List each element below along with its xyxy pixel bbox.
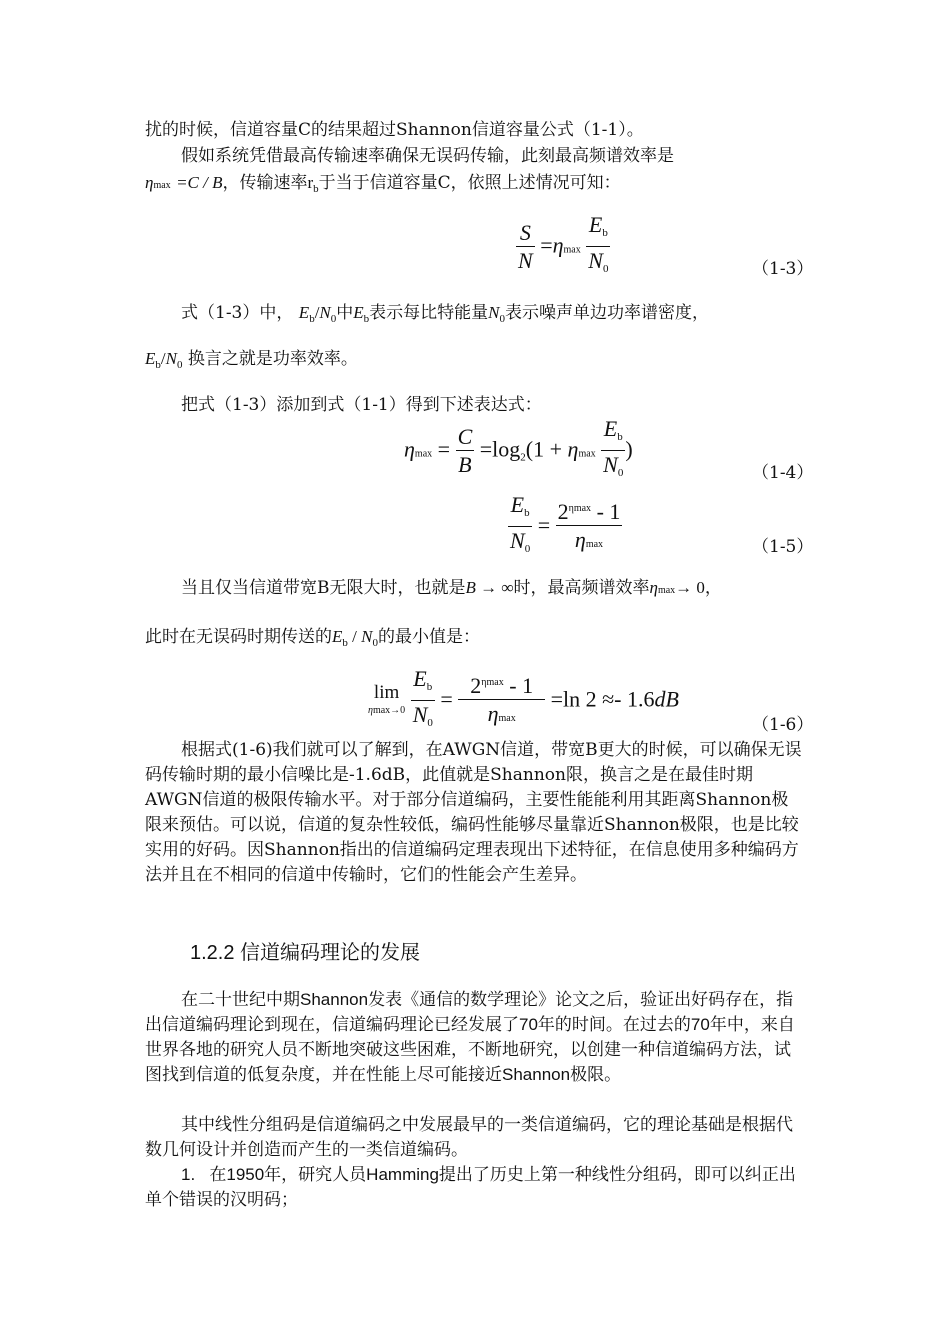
eq-number-1-4: （1-4） — [752, 463, 814, 483]
intro-line: 扰的时候，信道容量C的结果超过Shannon信道容量公式（1-1）。 — [145, 120, 644, 140]
para-b-after-eta: ，传输速率 — [222, 173, 308, 193]
eq-number-1-6: （1-6） — [752, 715, 814, 735]
para-c-line1: 式（1-3）中， $E_b/N_0$中$E_b$表示每比特能量$N_0$表示噪声单边功率谱密度， — [181, 303, 709, 325]
list-item-text: 在1950年，研究人员Hamming提出了历史上第一种线性分组码，即可以纠正出单个错误的汉明码； — [145, 1165, 796, 1209]
section-heading: 1.2.2 信道编码理论的发展 — [190, 942, 421, 964]
c-over-b: =C / B — [176, 173, 223, 192]
list-item — [145, 1162, 805, 1212]
para-b-line2 — [145, 170, 621, 202]
eq-number-1-5: （1-5） — [752, 537, 814, 557]
equation-1-5: $\frac{E_b}{N_0}$ = $\frac{2^{\eta max} - 1}{\eta\max}$ — [510, 492, 621, 555]
para-b-line1: 假如系统凭借最高传输速率确保无误码传输，此刻最高频谱效率是 — [181, 146, 674, 166]
para-e-line2: 此时在无误码时期传送的$E_b / N_0$的最小值是： — [145, 627, 480, 649]
list-item-number: 1. — [181, 1165, 196, 1184]
max-subscript: max — [153, 180, 171, 191]
equation-1-6: lim ηmax→0 $\frac{E_b}{N_0}$ = $\frac{2^{\eta max} - 1}{\eta\max}$ =ln 2 ≈- 1.6dB — [368, 666, 679, 729]
para-e-line1: 当且仅当信道带宽B无限大时，也就是B → ∞时，最高频谱效率ηmax→ 0， — [181, 578, 722, 598]
b-to-infinity: B → ∞ — [465, 578, 514, 597]
eb-n0-ratio: $E_b/N_0$ — [298, 303, 337, 325]
para-c-line2: $E_b/N_0$ 换言之就是功率效率。 — [145, 349, 358, 371]
rb-symbol: $r_b$ — [307, 173, 319, 195]
eq-number-1-3: （1-3） — [752, 259, 814, 279]
para-f: 根据式(1-6)我们就可以了解到，在AWGN信道，带宽B更大的时候，可以确保无误码传输时期的最小信噪比是-1.6dB，此值就是Shannon限，换言之是在最佳时期AWGN信道的极限传输水平。对于部分信道编码，主要性能能利用其距离Shannon极限来预估。可以说，信道的复杂性较低，编码性能够尽量靠近Shannon极限，也是比较实用的好码。因Shannon指出的信道编码定理表现出下述特征，在信息使用多种编码方法并且在不相同的信道中传输时，它们的性能会产生差异。 — [145, 740, 802, 885]
para-b-after-rb: 于当于信道容量C，依照上述情况可知： — [318, 173, 621, 193]
eb-symbol: $E_b$ — [353, 303, 370, 325]
equation-1-3: $\frac{S}{N}$ =ηmax $\frac{E_b}{N_0}$ — [518, 212, 609, 275]
para-g: 在二十世纪中期Shannon发表《通信的数学理论》论文之后，验证出好码存在，指出信道编码理论到现在，信道编码理论已经发展了70年的时间。在过去的70年中，来自世界各地的研究人员不断地突破这些困难，不断地研究，以创建一种信道编码方法，试图找到信道的低复杂度，并在性能上尽可能接近Shannon极限。 — [145, 990, 795, 1084]
para-d: 把式（1-3）添加到式（1-1）得到下述表达式： — [181, 395, 542, 415]
para-h: 其中线性分组码是信道编码之中发展最早的一类信道编码，它的理论基础是根据代数几何设计并创造而产生的一类信道编码。 — [145, 1115, 793, 1159]
eta-symbol: η — [145, 173, 154, 192]
equation-1-4: ηmax = $\frac{C}{B}$ $=\log_2(1 + \eta\max$ $\frac{E_b}{N_0}$ ) — [404, 416, 633, 479]
n0-symbol: $N_0$ — [488, 303, 505, 325]
